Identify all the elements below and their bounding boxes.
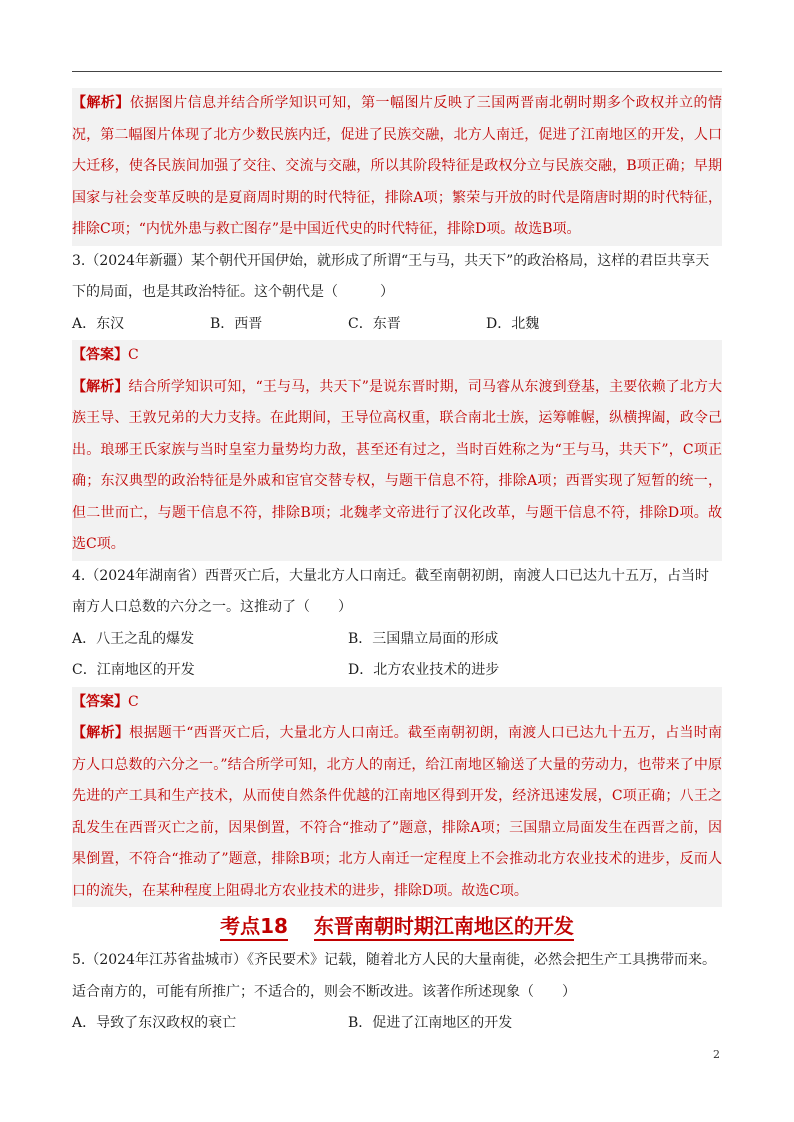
- answer-tag: 【答案】: [72, 693, 128, 710]
- header-rule: [72, 71, 722, 72]
- analysis-text: 根据题干“西晋灭亡后，大量北方人口南迁。截至南朝初朗，南渡人口已达九十五万，占当时南方人口总数的六分之一。”结合所学可知，北方人的南迁，给江南地区输送了大量的劳动力，也带来了中原先进的产工具和生产技术，从而使自然条件优越的江南地区得到开发，经济迅速发展，C项正确；八王之乱发生在西晋灭亡之前，因果倒置，不符合“推动了”题意，排除A项；三国鼎立局面发生在西晋之前，因果倒置，不符合“推动了”题意，排除B项；北方人南迁一定程度上不会推动北方农业技术的进步，反而人口的流失，在某种程度上阻碍北方农业技术的进步，排除D项。故选C项。: [72, 725, 723, 899]
- q3-option-b: B．西晋: [210, 315, 263, 332]
- answer-value: C: [128, 693, 139, 710]
- answer-tag: 【答案】: [72, 347, 128, 363]
- analysis-tag: 【解析】: [72, 95, 130, 111]
- analysis-block-q2: [72, 88, 722, 246]
- answer-value: C: [128, 347, 139, 363]
- q3-option-a: A．东汉: [72, 315, 125, 332]
- q4-options-row2: [72, 655, 722, 687]
- q4-option-a: A．八王之乱的爆发: [72, 630, 195, 647]
- q3-option-c: C．东晋: [348, 315, 401, 332]
- section-heading-right: 东晋南朝时期江南地区的开发: [314, 914, 574, 941]
- section-heading-left: 考点18: [220, 914, 288, 941]
- q4-options-row1: [72, 624, 722, 656]
- analysis-paragraph: [72, 718, 722, 907]
- question-4: 4.（2024年湖南省）西晋灭亡后，大量北方人口南迁。截至南朝初朗，南渡人口已达九十五万，占当时南方人口总数的六分之一。这推动了（ ）: [72, 567, 709, 615]
- analysis-tag: 【解析】: [72, 378, 129, 395]
- q4-option-b: B．三国鼎立局面的形成: [348, 630, 499, 647]
- analysis-paragraph: [72, 372, 722, 561]
- q5-option-a: A．导致了东汉政权的衰亡: [72, 1015, 237, 1031]
- q4-option-c: C．江南地区的开发: [72, 662, 195, 678]
- analysis-text: 结合所学知识可知，“王与马，共天下”是说东晋时期，司马睿从东渡到登基，主要依赖了北方大族王导、王敦兄弟的大力支持。在此期间，王导位高权重，联合南北士族，运筹帷幄，纵横捭阖，政令己出。琅琊王氏家族与当时皇室力量势均力敌，甚至还有过之，当时百姓称之为“王与马，共天下”，C项正确；东汉典型的政治特征是外戚和宦官交替专权，与题干信息不符，排除A项；西晋实现了短暂的统一，但二世而亡，与题干信息不符，排除B项；北魏孝文帝进行了汉化改革，与题干信息不符，排除D项。故选C项。: [72, 378, 723, 552]
- q4-option-d: D．北方农业技术的进步: [348, 662, 500, 678]
- q5-option-b: B．促进了江南地区的开发: [348, 1015, 513, 1031]
- page-content: [72, 88, 722, 1040]
- answer-paragraph: [72, 687, 722, 719]
- section-heading: [72, 909, 722, 943]
- analysis-tag: 【解析】: [72, 725, 130, 741]
- question-5: 5.（2024年江苏省盐城市）《齐民要术》记载，随着北方人民的大量南徙，必然会把生产工具携带而来。适合南方的，可能有所推广；不适合的，则会不断改进。该著作所述现象（ ）: [72, 952, 716, 1000]
- question-3: 3.（2024年新疆）某个朝代开国伊始，就形成了所谓“王与马，共天下”的政治格局，这样的君臣共享天下的局面，也是其政治特征。这个朝代是（ ）: [72, 252, 710, 300]
- page-number: 2: [713, 1048, 720, 1061]
- answer-paragraph: [72, 340, 722, 372]
- analysis-paragraph: [72, 88, 722, 246]
- q3-option-d: D．北魏: [486, 315, 540, 332]
- analysis-text: 依据图片信息并结合所学知识可知，第一幅图片反映了三国两晋南北朝时期多个政权并立的情况，第二幅图片体现了北方少数民族内迁，促进了民族交融，北方人南迁，促进了江南地区的开发，人口大迁移，使各民族间加强了交往、交流与交融，所以其阶段特征是政权分立与民族交融，B项正确；早期国家与社会变革反映的是夏商周时期的时代特征，排除A项；繁荣与开放的时代是隋唐时期的时代特征，排除C项；“内忧外患与救亡图存”是中国近代史的时代特征，排除D项。故选B项。: [72, 95, 723, 237]
- q5-options-row1: [72, 1008, 722, 1040]
- q3-options: [72, 309, 722, 341]
- answer-block-q4: [72, 687, 722, 908]
- answer-block-q3: [72, 340, 722, 561]
